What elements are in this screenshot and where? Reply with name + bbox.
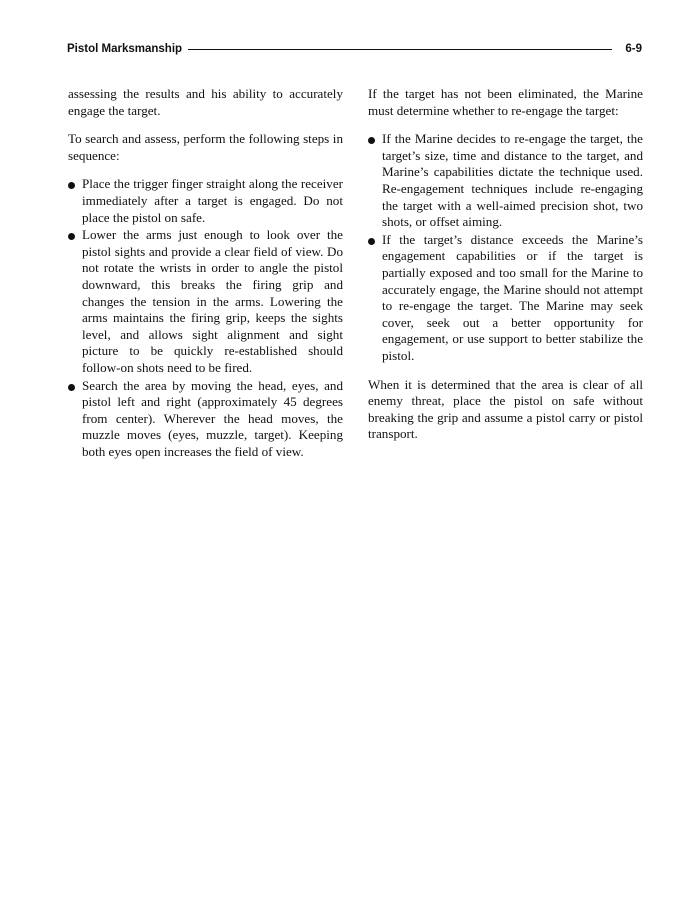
header-rule — [185, 49, 612, 50]
page-header — [67, 41, 642, 57]
steps-intro-paragraph: To search and assess, perform the following steps in sequence: — [68, 131, 343, 163]
list-item-text: If the target’s distance exceeds the Marine’s engagement capabilities or if the target is partially exposed and too small for the Marine to accurately engage, the Marine should not attempt to re-engage the target. The Marine may seek cover, seek out a better opportunity for engagement, or use support to better stabilize the pistol. — [382, 231, 643, 363]
reengage-options — [368, 131, 643, 364]
list-item-text: Lower the arms just enough to look over the pistol sights and provide a clear field of view. Do not rotate the wrists in order to angle the pistol downward, this breaks the firing grip and changes the tension in the arms. Lowering the arms maintains the firing grip, keeps the sights level, and allows sight alignment and sight picture to be quickly re-established should follow-on shots need to be fired. — [82, 227, 343, 375]
bullet-icon — [68, 233, 75, 240]
list-item — [368, 131, 643, 231]
bullet-icon — [368, 238, 375, 245]
list-item-text: Search the area by moving the head, eyes, and pistol left and right (approximately 45 degrees from center). Wherever the head moves, the muzzle moves (eyes, muzzle, target). Keeping both eyes open increases the field of view. — [82, 377, 343, 459]
intro-paragraph: assessing the results and his ability to accurately engage the target. — [68, 86, 343, 118]
list-item — [368, 232, 643, 365]
chapter-title: Pistol Marksmanship — [67, 41, 188, 57]
bullet-icon — [68, 182, 75, 189]
page-number: 6-9 — [621, 41, 642, 57]
bullet-icon — [68, 384, 75, 391]
reengage-intro-paragraph: If the target has not been eliminated, the Marine must determine whether to re-engage the target: — [368, 86, 643, 118]
search-assess-steps — [68, 176, 343, 460]
list-item — [68, 378, 343, 461]
bullet-icon — [368, 137, 375, 144]
list-item-text: Place the trigger finger straight along the receiver immediately after a target is engaged. Do not place the pistol on safe. — [82, 176, 343, 225]
list-item-text: If the Marine decides to re-engage the target, the target’s size, time and distance to the target, and Marine’s capabilities dictate the technique used. Re-engagement techniques include re-engaging the target with a well-aimed precision shot, two shots, or offset aiming. — [382, 131, 643, 230]
closing-paragraph: When it is determined that the area is clear of all enemy threat, place the pistol on safe without breaking the grip and assume a pistol carry or pistol transport. — [368, 376, 643, 442]
right-column — [368, 86, 643, 455]
list-item — [68, 227, 343, 376]
list-item — [68, 176, 343, 226]
left-column — [68, 86, 343, 472]
